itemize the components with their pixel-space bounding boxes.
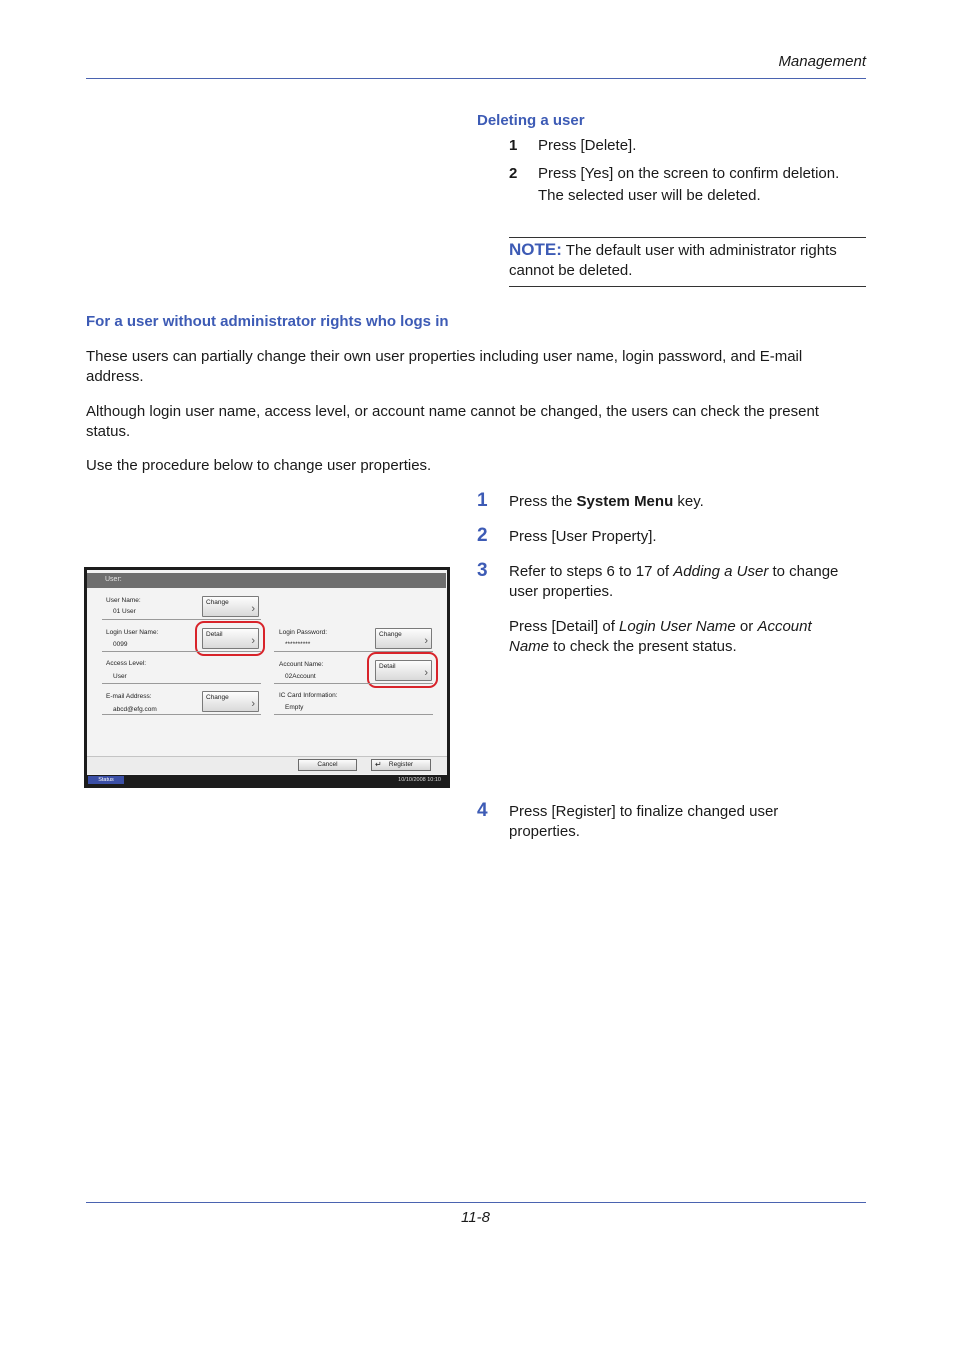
- enter-icon: ↵: [375, 760, 382, 769]
- row-divider: [274, 683, 433, 684]
- step-3-p2-pre: Press [Detail] of: [509, 618, 620, 635]
- access-level-label: Access Level:: [106, 660, 147, 667]
- row-divider: [102, 619, 261, 620]
- step-1-post: key.: [673, 493, 704, 510]
- note-bottom-rule: [509, 286, 866, 287]
- step-3-number: 3: [477, 560, 488, 581]
- ic-card-label: IC Card Information:: [279, 692, 338, 699]
- row-divider: [102, 651, 261, 652]
- paragraph-3: Use the procedure below to change user properties.: [86, 457, 432, 474]
- user-name-change-button[interactable]: [202, 596, 259, 617]
- button-label: Register: [388, 761, 414, 768]
- step-3-p2-italic2: Account: [757, 618, 812, 635]
- note-text-line1: The default user with administrator rights: [561, 242, 837, 259]
- paragraph-1: [86, 347, 876, 387]
- step-number: 2: [509, 165, 518, 182]
- row-divider: [274, 714, 433, 715]
- step-2-number: 2: [477, 525, 488, 546]
- step-3-l1-pre: Refer to steps 6 to 17 of: [509, 563, 674, 580]
- deleting-user-heading: Deleting a user: [477, 112, 585, 129]
- email-change-button[interactable]: [202, 691, 259, 712]
- step-3-l1-post: to change: [768, 563, 839, 580]
- status-datetime: 10/10/2008 10:10: [398, 777, 441, 783]
- header-rule: [86, 78, 866, 79]
- step-3-p2-l2-post: to check the present status.: [549, 638, 737, 655]
- paragraph-1-line1: These users can partially change their own user properties including user name, login password, and E-mail: [86, 348, 803, 365]
- panel-footer: [87, 756, 447, 774]
- delete-step-1: [509, 136, 637, 156]
- chevron-right-icon: ›: [424, 667, 428, 679]
- operation-panel-screenshot: [84, 567, 450, 788]
- ic-card-value: Empty: [285, 704, 304, 711]
- step-3-l2: user properties.: [509, 583, 614, 600]
- header-section-title: Management: [778, 53, 866, 70]
- page-number: 11-8: [461, 1209, 490, 1226]
- paragraph-2: [86, 402, 876, 442]
- register-button[interactable]: [371, 759, 431, 771]
- step-3-p2-mid: or: [735, 618, 758, 635]
- account-name-label: Account Name:: [279, 661, 324, 668]
- button-label: Detail: [379, 663, 396, 670]
- step-2-text: Press [User Property].: [509, 528, 657, 545]
- panel-title-bar: [87, 573, 446, 588]
- step-1-bold: System Menu: [576, 493, 674, 510]
- step-4-text: [509, 802, 869, 842]
- login-password-value: **********: [285, 641, 311, 648]
- note-top-rule: [509, 237, 866, 238]
- step-4-line2: properties.: [509, 823, 580, 840]
- status-bar: [87, 775, 447, 785]
- login-user-name-label: Login User Name:: [106, 629, 159, 636]
- login-password-change-button[interactable]: [375, 628, 432, 649]
- paragraph-2-line1: Although login user name, access level, or account name cannot be changed, the users can check the present: [86, 403, 819, 420]
- button-label: Change: [206, 599, 229, 606]
- footer-rule: [86, 1202, 866, 1203]
- note-text-line2: cannot be deleted.: [509, 262, 633, 279]
- step-3-l1-italic: Adding a User: [673, 563, 769, 580]
- button-label: Change: [379, 631, 402, 638]
- step-1-text: [509, 492, 704, 512]
- note-label: NOTE:: [509, 240, 562, 259]
- chevron-right-icon: ›: [251, 635, 255, 647]
- step-4-line1: Press [Register] to finalize changed user: [509, 803, 779, 820]
- section-heading: For a user without administrator rights who logs in: [86, 313, 449, 330]
- chevron-right-icon: ›: [251, 603, 255, 615]
- user-name-label: User Name:: [106, 597, 141, 604]
- email-value: abcd@efg.com: [113, 706, 157, 713]
- step-3-text: [509, 562, 869, 657]
- status-button[interactable]: Status: [88, 776, 124, 784]
- step-3-p2-l2-italic: Name: [509, 638, 550, 655]
- note-block: [509, 240, 869, 281]
- access-level-value: User: [113, 673, 127, 680]
- email-label: E-mail Address:: [106, 693, 152, 700]
- step-1-number: 1: [477, 490, 488, 511]
- step-4-number: 4: [477, 800, 488, 821]
- button-label: Detail: [206, 631, 223, 638]
- paragraph-2-line2: status.: [86, 423, 131, 440]
- button-label: Change: [206, 694, 229, 701]
- step-1-pre: Press the: [509, 493, 577, 510]
- paragraph-1-line2: address.: [86, 368, 144, 385]
- step-3-p2-italic1: Login User Name: [619, 618, 736, 635]
- panel-title: User:: [105, 576, 122, 583]
- user-name-value: 01 User: [113, 608, 136, 615]
- login-password-label: Login Password:: [279, 629, 328, 636]
- login-user-name-value: 0099: [113, 641, 128, 648]
- step-text-line2: The selected user will be deleted.: [538, 187, 761, 204]
- chevron-right-icon: ›: [424, 635, 428, 647]
- row-divider: [102, 714, 261, 715]
- step-text-line1: Press [Yes] on the screen to confirm deletion.: [538, 165, 840, 182]
- cancel-button[interactable]: Cancel: [298, 759, 357, 771]
- panel-screen: [87, 570, 447, 785]
- delete-step-2: [509, 164, 869, 204]
- account-name-value: 02Account: [285, 673, 316, 680]
- step-text: Press [Delete].: [538, 137, 637, 154]
- row-divider: [102, 683, 261, 684]
- step-number: 1: [509, 137, 518, 154]
- chevron-right-icon: ›: [251, 698, 255, 710]
